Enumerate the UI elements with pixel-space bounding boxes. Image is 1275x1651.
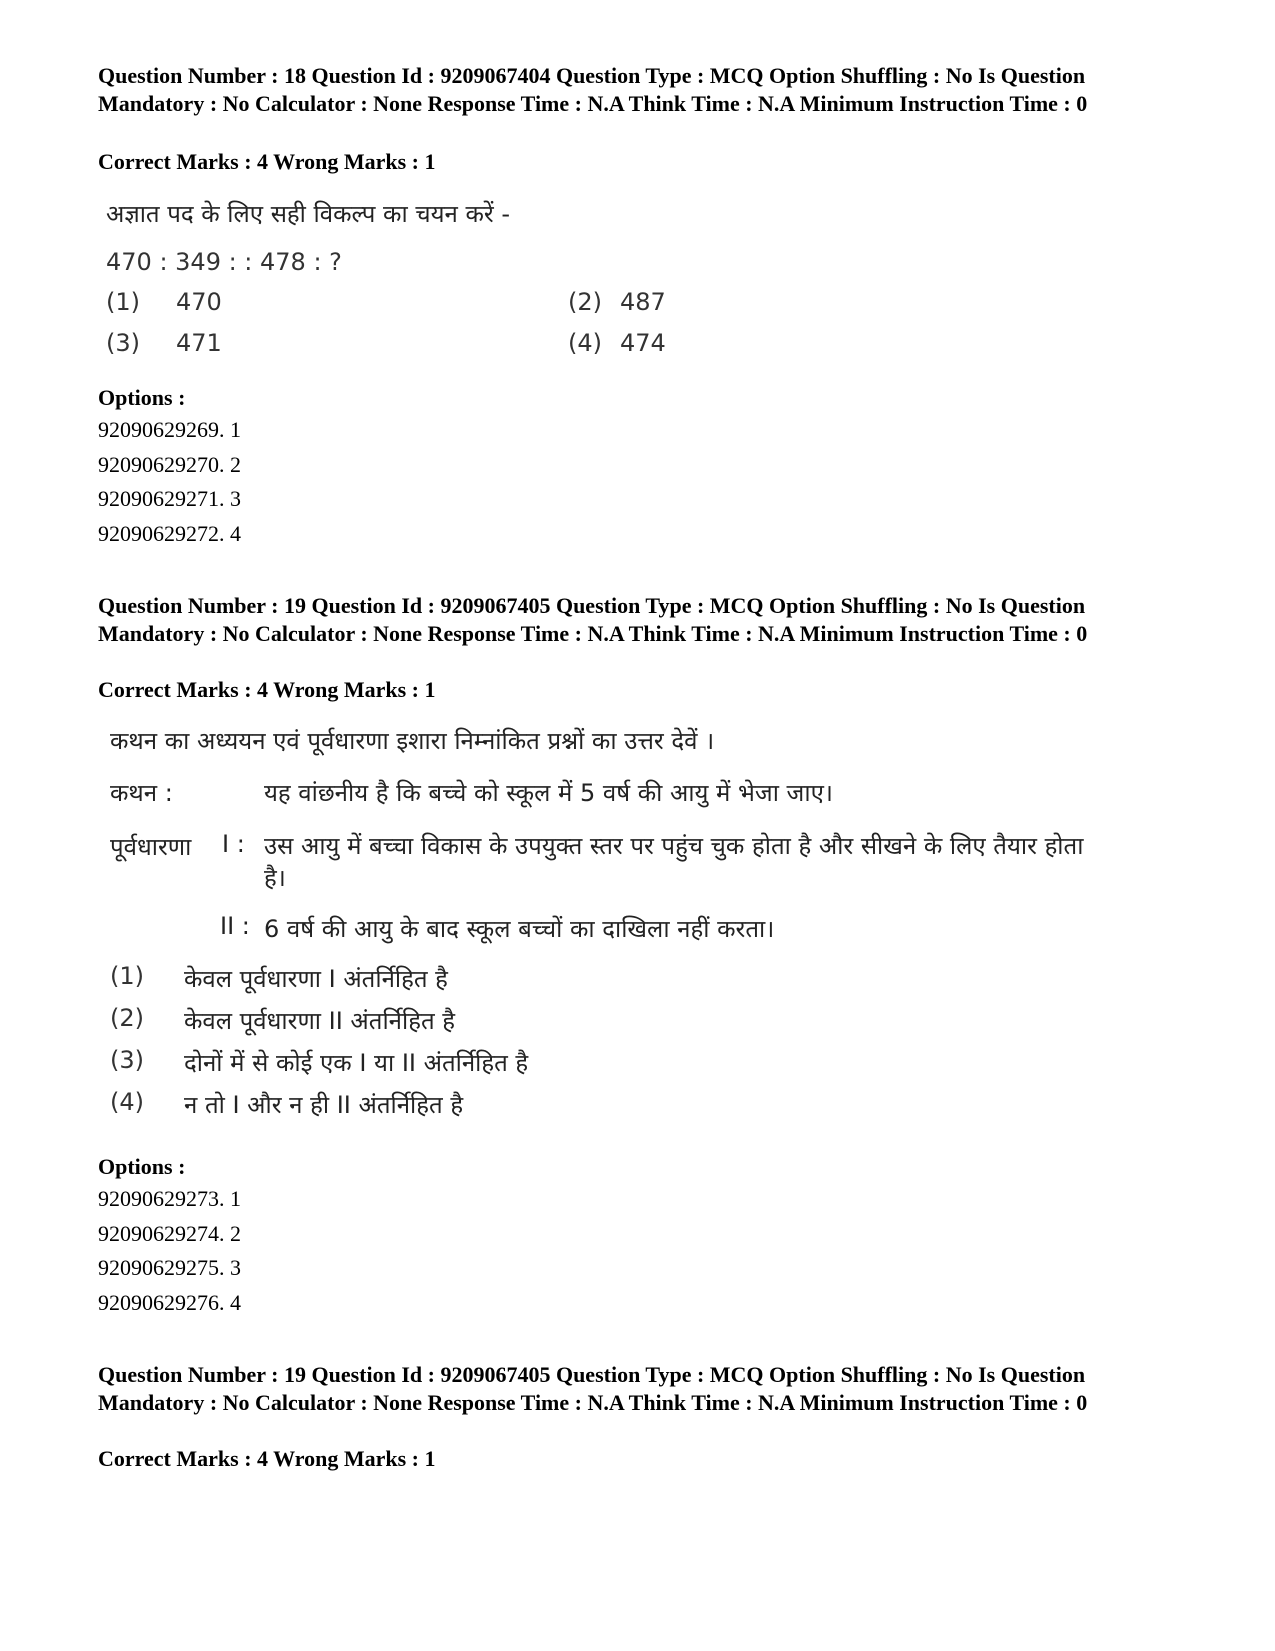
q19-choice-4-num: (4) bbox=[110, 1088, 144, 1116]
q18-question: अज्ञात पद के लिए सही विकल्प का चयन करें - bbox=[106, 200, 510, 228]
q19-marks: Correct Marks : 4 Wrong Marks : 1 bbox=[98, 677, 436, 702]
q19-assumption2-marker: II : bbox=[220, 912, 250, 940]
q19-choice-2-text: केवल पूर्वधारणा II अंतर्निहित है bbox=[184, 1007, 455, 1035]
q19-assumption2: 6 वर्ष की आयु के बाद स्कूल बच्चों का दाखिला नहीं करता। bbox=[264, 915, 775, 943]
q19b-meta: Question Number : 19 Question Id : 9209067405 Question Type : MCQ Option Shuffling : No Is Question Mandatory : No Calculator : None Response Time : N.A Think Time : N.A Minimum Instruction Time : 0 bbox=[98, 1362, 1088, 1415]
q18-choice-4-num: (4) bbox=[568, 329, 602, 357]
q19-choice-3-text: दोनों में से कोई एक I या II अंतर्निहित है bbox=[184, 1049, 529, 1077]
q18-choice-2-text: 487 bbox=[620, 288, 666, 316]
q19-choice-1-num: (1) bbox=[110, 962, 144, 990]
q19-meta: Question Number : 19 Question Id : 9209067405 Question Type : MCQ Option Shuffling : No Is Question Mandatory : No Calculator : None Response Time : N.A Think Time : N.A Minimum Instruction Time : 0 bbox=[98, 593, 1088, 646]
q19-option-2: 92090629274. 2 bbox=[98, 1220, 241, 1246]
q19-options-list bbox=[98, 1185, 241, 1323]
q19-options-title: Options : bbox=[98, 1154, 186, 1179]
q19-choice-1-text: केवल पूर्वधारणा I अंतर्निहित है bbox=[184, 965, 448, 993]
q18-marks: Correct Marks : 4 Wrong Marks : 1 bbox=[98, 149, 436, 174]
q18-options-list bbox=[98, 416, 241, 554]
q18-choice-3-num: (3) bbox=[106, 329, 140, 357]
q19-option-1: 92090629273. 1 bbox=[98, 1186, 241, 1211]
q19-option-3: 92090629275. 3 bbox=[98, 1255, 241, 1280]
q19-assumption1: उस आयु में बच्चा विकास के उपयुक्त स्तर पर पहुंच चुक होता है और सीखने के लिए तैयार होता है। bbox=[264, 832, 1084, 892]
q18-series: 470 : 349 : : 478 : ? bbox=[106, 248, 342, 276]
q18-option-2: 92090629270. 2 bbox=[98, 451, 241, 477]
q18-option-4: 92090629272. 4 bbox=[98, 520, 241, 546]
q18-options-title: Options : bbox=[98, 385, 186, 410]
q19-option-4: 92090629276. 4 bbox=[98, 1289, 241, 1315]
q19-statement-label: कथन : bbox=[110, 779, 173, 807]
q18-choice-1-text: 470 bbox=[176, 288, 222, 316]
q18-choice-1-num: (1) bbox=[106, 288, 140, 316]
q18-option-3: 92090629271. 3 bbox=[98, 486, 241, 511]
q19-choice-4-text: न तो I और न ही II अंतर्निहित है bbox=[184, 1091, 464, 1119]
q19-statement: यह वांछनीय है कि बच्चे को स्कूल में 5 वर्ष की आयु में भेजा जाए। bbox=[264, 779, 833, 807]
q18-choice-3-text: 471 bbox=[176, 329, 222, 357]
q18-option-1: 92090629269. 1 bbox=[98, 417, 241, 442]
q19-choice-3-num: (3) bbox=[110, 1046, 144, 1074]
q18-meta: Question Number : 18 Question Id : 9209067404 Question Type : MCQ Option Shuffling : No Is Question Mandatory : No Calculator : None Response Time : N.A Think Time : N.A Minimum Instruction Time : 0 bbox=[98, 63, 1088, 116]
q18-choice-2-num: (2) bbox=[568, 288, 602, 316]
q19b-marks: Correct Marks : 4 Wrong Marks : 1 bbox=[98, 1446, 436, 1471]
q19-assumption1-marker: I : bbox=[222, 830, 245, 858]
q19-instruction: कथन का अध्ययन एवं पूर्वधारणा इशारा निम्नांकित प्रश्नों का उत्तर देवें । bbox=[110, 727, 715, 755]
q19-choice-2-num: (2) bbox=[110, 1004, 144, 1032]
q19-assumption-label: पूर्वधारणा bbox=[110, 833, 192, 861]
q18-choice-4-text: 474 bbox=[620, 329, 666, 357]
